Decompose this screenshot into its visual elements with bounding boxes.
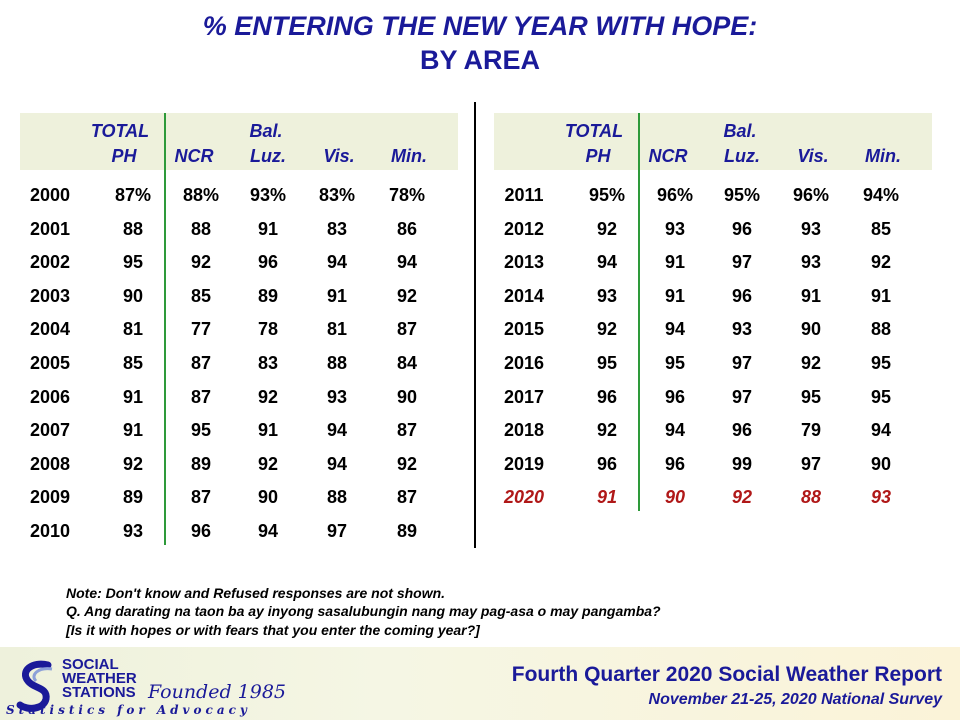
logo-text-stations: STATIONS <box>62 684 136 701</box>
bal-luz-cell: 92 <box>257 386 279 407</box>
total-ph-cell: 92 <box>122 453 144 474</box>
min-cell: 90 <box>870 453 892 474</box>
total-ph-cell: 91 <box>122 420 144 441</box>
ncr-cell: 95 <box>190 420 212 441</box>
min-cell: 78% <box>388 185 426 205</box>
min-cell: 91 <box>870 285 892 306</box>
bal-luz-cell: 91 <box>257 420 279 441</box>
table-row <box>20 179 458 212</box>
table-row <box>20 414 458 447</box>
ncr-cell: 94 <box>664 420 686 441</box>
page-subtitle: BY AREA <box>419 45 541 75</box>
table-row <box>494 213 932 246</box>
total-ph-cell: 96 <box>596 386 618 407</box>
total-ph-cell: 87% <box>114 185 152 205</box>
total-ph-cell: 95% <box>588 185 626 205</box>
header-min: Min. <box>865 146 901 166</box>
total-ph-cell: 94 <box>596 252 618 273</box>
total-ph-cell: 93 <box>596 285 618 306</box>
year-cell: 2012 <box>503 218 545 239</box>
vis-cell: 88 <box>800 487 822 508</box>
bal-luz-cell: 96 <box>257 252 279 273</box>
table-row <box>494 414 932 447</box>
year-cell: 2015 <box>503 319 545 340</box>
table-row <box>20 313 458 346</box>
vis-cell: 97 <box>326 521 348 541</box>
min-cell: 84 <box>396 353 418 373</box>
year-cell: 2018 <box>503 420 545 441</box>
bal-luz-cell: 97 <box>731 252 753 273</box>
logo-tagline: Statistics for Advocacy <box>6 703 251 717</box>
table-row <box>494 179 932 212</box>
min-cell: 90 <box>396 386 418 407</box>
ncr-cell: 85 <box>190 285 212 306</box>
bal-luz-cell: 92 <box>731 487 753 508</box>
header-ncr: NCR <box>648 146 688 166</box>
min-cell: 88 <box>870 319 892 340</box>
year-cell: 2016 <box>503 353 545 373</box>
year-cell: 2014 <box>503 285 545 306</box>
report-subtitle: November 21-25, 2020 National Survey <box>648 691 942 708</box>
bal-luz-cell: 96 <box>731 218 753 239</box>
bal-luz-cell: 83 <box>257 353 279 373</box>
table-row <box>20 515 458 548</box>
table-row <box>494 280 932 313</box>
total-ph-cell: 95 <box>122 252 144 273</box>
bal-luz-cell: 90 <box>257 487 279 508</box>
total-ph-cell: 95 <box>596 353 618 373</box>
ncr-cell: 93 <box>664 218 686 239</box>
total-ph-cell: 92 <box>596 218 618 239</box>
min-cell: 85 <box>870 218 892 239</box>
vis-cell: 93 <box>326 386 348 407</box>
question-translation-line: [Is it with hopes or with fears that you enter the coming year?] <box>66 622 480 638</box>
table-row <box>20 246 458 279</box>
vis-cell: 94 <box>326 252 348 273</box>
min-cell: 87 <box>396 319 418 340</box>
header-ncr: NCR <box>174 146 214 166</box>
table-row <box>494 481 932 514</box>
header-min: Min. <box>391 146 427 166</box>
logo-founded: Founded 1985 <box>148 681 287 703</box>
year-cell: 2013 <box>503 252 545 273</box>
header-vis: Vis. <box>323 146 355 166</box>
logo-text-weather: WEATHER <box>62 670 137 687</box>
vis-cell: 83 <box>326 218 348 239</box>
bal-luz-cell: 92 <box>257 453 279 474</box>
table-row <box>20 481 458 514</box>
header-bal: Bal. <box>249 121 283 141</box>
year-cell: 2009 <box>29 487 71 508</box>
vis-cell: 97 <box>800 453 822 474</box>
vis-cell: 95 <box>800 386 822 407</box>
year-cell: 2007 <box>29 420 71 441</box>
vis-cell: 94 <box>326 420 348 441</box>
bal-luz-cell: 78 <box>257 319 279 340</box>
bal-luz-cell: 91 <box>257 218 279 239</box>
header-ph: PH <box>585 146 611 166</box>
bal-luz-cell: 94 <box>257 521 279 541</box>
total-ph-cell: 92 <box>596 420 618 441</box>
min-cell: 94 <box>870 420 892 441</box>
min-cell: 94% <box>862 185 900 205</box>
vis-cell: 79 <box>800 420 822 441</box>
total-ph-cell: 81 <box>122 319 144 340</box>
ncr-cell: 96% <box>656 185 694 205</box>
year-cell: 2000 <box>29 185 71 205</box>
report-title: Fourth Quarter 2020 Social Weather Report <box>511 663 942 686</box>
year-cell: 2019 <box>503 453 545 474</box>
ncr-cell: 87 <box>190 386 212 407</box>
page-title: % ENTERING THE NEW YEAR WITH HOPE: <box>202 11 758 41</box>
ncr-cell: 90 <box>664 487 686 508</box>
vis-cell: 91 <box>800 285 822 306</box>
header-bal: Bal. <box>723 121 757 141</box>
total-ph-cell: 91 <box>122 386 144 407</box>
min-cell: 93 <box>870 487 892 508</box>
total-ph-cell: 93 <box>122 521 144 541</box>
ncr-cell: 95 <box>664 353 686 373</box>
vis-cell: 94 <box>326 453 348 474</box>
min-cell: 87 <box>396 420 418 441</box>
min-cell: 89 <box>396 521 418 541</box>
bal-luz-cell: 93 <box>731 319 753 340</box>
ncr-cell: 88 <box>190 218 212 239</box>
year-cell: 2002 <box>29 252 71 273</box>
table-row <box>20 347 458 380</box>
min-cell: 87 <box>396 487 418 508</box>
min-cell: 92 <box>396 285 418 306</box>
header-vis: Vis. <box>797 146 829 166</box>
min-cell: 86 <box>396 218 418 239</box>
min-cell: 94 <box>396 252 418 273</box>
ncr-cell: 77 <box>190 319 212 340</box>
header-luz: Luz. <box>250 146 286 166</box>
ncr-cell: 92 <box>190 252 212 273</box>
table-row <box>494 448 932 481</box>
footer-bar <box>0 647 960 720</box>
header-total: TOTAL <box>564 121 624 141</box>
bal-luz-cell: 99 <box>731 453 753 474</box>
total-ph-cell: 89 <box>122 487 144 508</box>
table-row <box>494 347 932 380</box>
min-cell: 95 <box>870 353 892 373</box>
bal-luz-cell: 96 <box>731 420 753 441</box>
vis-cell: 88 <box>326 353 348 373</box>
total-ph-cell: 85 <box>122 353 144 373</box>
vis-cell: 93 <box>800 252 822 273</box>
bal-luz-cell: 97 <box>731 386 753 407</box>
bal-luz-cell: 95% <box>723 185 761 205</box>
vis-cell: 81 <box>326 319 348 340</box>
year-cell: 2010 <box>29 521 71 541</box>
year-cell: 2020 <box>503 487 545 508</box>
ncr-cell: 94 <box>664 319 686 340</box>
year-cell: 2011 <box>504 185 544 205</box>
year-cell: 2017 <box>503 386 545 407</box>
vis-cell: 91 <box>326 285 348 306</box>
vis-cell: 96% <box>792 185 830 205</box>
vis-cell: 93 <box>800 218 822 239</box>
bal-luz-cell: 96 <box>731 285 753 306</box>
ncr-cell: 88% <box>182 185 220 205</box>
bal-luz-cell: 93% <box>249 185 287 205</box>
ncr-cell: 91 <box>664 252 686 273</box>
logo-text-social: SOCIAL <box>62 656 119 673</box>
vis-cell: 90 <box>800 319 822 340</box>
ncr-cell: 96 <box>664 453 686 474</box>
table-divider <box>474 102 476 548</box>
year-cell: 2005 <box>29 353 71 373</box>
table-row <box>20 280 458 313</box>
vis-cell: 83% <box>318 185 356 205</box>
vis-cell: 92 <box>800 353 822 373</box>
year-cell: 2008 <box>29 453 71 474</box>
table-row <box>494 313 932 346</box>
ncr-cell: 87 <box>190 353 212 373</box>
year-cell: 2001 <box>29 218 71 239</box>
total-ph-cell: 92 <box>596 319 618 340</box>
total-ph-cell: 96 <box>596 453 618 474</box>
header-luz: Luz. <box>724 146 760 166</box>
table-row <box>20 381 458 414</box>
ncr-cell: 96 <box>190 521 212 541</box>
table-row <box>20 448 458 481</box>
header-ph: PH <box>111 146 137 166</box>
year-cell: 2006 <box>29 386 71 407</box>
min-cell: 92 <box>396 453 418 474</box>
total-ph-cell: 91 <box>596 487 618 508</box>
bal-luz-cell: 89 <box>257 285 279 306</box>
min-cell: 92 <box>870 252 892 273</box>
total-ph-cell: 90 <box>122 285 144 306</box>
year-cell: 2004 <box>29 319 71 340</box>
table-row <box>494 381 932 414</box>
table-row <box>20 213 458 246</box>
min-cell: 95 <box>870 386 892 407</box>
table-row <box>494 246 932 279</box>
header-total: TOTAL <box>90 121 150 141</box>
vis-cell: 88 <box>326 487 348 508</box>
ncr-cell: 91 <box>664 285 686 306</box>
ncr-cell: 87 <box>190 487 212 508</box>
ncr-cell: 96 <box>664 386 686 407</box>
right-header <box>494 113 932 170</box>
left-header <box>20 113 458 170</box>
question-line: Q. Ang darating na taon ba ay inyong sasalubungin nang may pag-asa o may pangamba? <box>66 603 661 619</box>
bal-luz-cell: 97 <box>731 353 753 373</box>
note-line: Note: Don't know and Refused responses are not shown. <box>66 585 446 601</box>
ncr-cell: 89 <box>190 453 212 474</box>
year-cell: 2003 <box>29 285 71 306</box>
total-ph-cell: 88 <box>122 218 144 239</box>
